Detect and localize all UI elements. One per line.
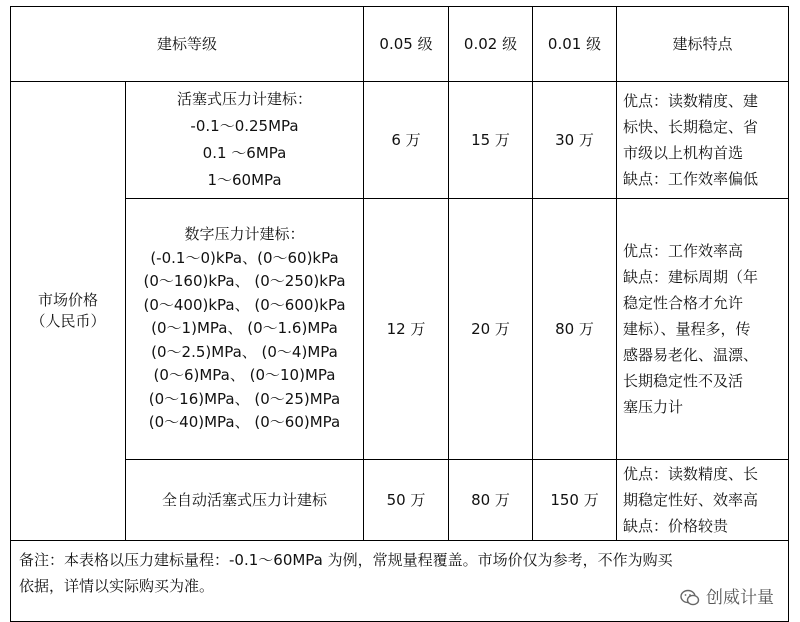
features-line: 建标）、量程多，传: [623, 320, 751, 338]
header-grade-005: 0.05 级: [364, 7, 449, 82]
features-line: 稳定性合格才允许: [623, 294, 744, 312]
features-line: 缺点：建标周期（年: [623, 268, 759, 286]
price-cell: 80 万: [533, 199, 617, 460]
header-features: 建标特点: [617, 7, 789, 82]
features-line: 标快、长期稳定、省: [623, 118, 759, 136]
standard-line: 全自动活塞式压力计建标: [162, 490, 328, 509]
price-cell: 30 万: [533, 82, 617, 199]
watermark-text: 创威计量: [706, 588, 775, 608]
header-row: [11, 7, 789, 82]
price-table: [10, 6, 789, 622]
row-label-line: （人民币）: [30, 312, 106, 330]
header-grade-001: 0.01 级: [533, 7, 617, 82]
features-line: 塞压力计: [623, 398, 684, 416]
note-row: [11, 541, 789, 622]
note-line: 备注：本表格以压力建标量程：-0.1～60MPa 为例，常规量程覆盖。市场价仅为参考，不作为购买: [19, 551, 673, 569]
standard-line: (0～160)kPa、 (0～250)kPa: [143, 272, 346, 291]
table-row: [11, 199, 789, 460]
features-cell: [617, 460, 789, 541]
features-cell: [617, 82, 789, 199]
standard-line: (0～1)MPa、 (0～1.6)MPa: [151, 319, 338, 338]
features-line: 缺点：工作效率偏低: [623, 170, 759, 188]
price-cell: 20 万: [449, 199, 533, 460]
features-line: 市级以上机构首选: [623, 144, 744, 162]
note-line: 依据，详情以实际购买为准。: [19, 577, 215, 595]
features-line: 缺点：价格较贵: [623, 517, 729, 535]
standard-line: 0.1 ～6MPa: [202, 144, 287, 162]
standard-line: (0～16)MPa、 (0～25)MPa: [148, 389, 341, 408]
standard-line: -0.1～0.25MPa: [190, 117, 299, 135]
features-line: 长期稳定性不及活: [623, 372, 744, 390]
price-cell: 80 万: [449, 460, 533, 541]
standard-line: 数字压力计建标：: [184, 225, 305, 244]
features-line: 优点：读数精度、长: [623, 465, 759, 483]
price-cell: 12 万: [364, 199, 449, 460]
features-line: 优点：工作效率高: [623, 242, 744, 260]
standard-cell: [126, 199, 364, 460]
standard-line: (0～2.5)MPa、 (0～4)MPa: [151, 342, 338, 361]
table-row: [11, 460, 789, 541]
standard-line: (0～40)MPa、 (0～60)MPa: [148, 413, 341, 432]
features-line: 优点：读数精度、建: [623, 92, 759, 110]
header-grade: 建标等级: [11, 7, 364, 82]
table-row: [11, 82, 789, 199]
features-line: 期稳定性好、效率高: [623, 491, 759, 509]
header-grade-002: 0.02 级: [449, 7, 533, 82]
note-cell: [11, 541, 789, 622]
standard-line: 活塞式压力计建标：: [177, 90, 313, 108]
price-cell: 15 万: [449, 82, 533, 199]
price-cell: 6 万: [364, 82, 449, 199]
standard-cell: [126, 460, 364, 541]
standard-line: (-0.1～0)kPa、(0～60)kPa: [150, 248, 339, 267]
standard-line: 1～60MPa: [207, 171, 282, 189]
features-line: 感器易老化、温漂、: [623, 346, 759, 364]
features-cell: [617, 199, 789, 460]
row-label-line: 市场价格: [37, 291, 98, 309]
price-cell: 150 万: [533, 460, 617, 541]
watermark: [680, 585, 774, 611]
standard-line: (0～6)MPa、 (0～10)MPa: [153, 366, 336, 385]
row-label-market-price: [11, 82, 126, 541]
price-cell: 50 万: [364, 460, 449, 541]
wechat-icon: [680, 589, 700, 607]
standard-cell: [126, 82, 364, 199]
standard-line: (0～400)kPa、 (0～600)kPa: [143, 295, 346, 314]
